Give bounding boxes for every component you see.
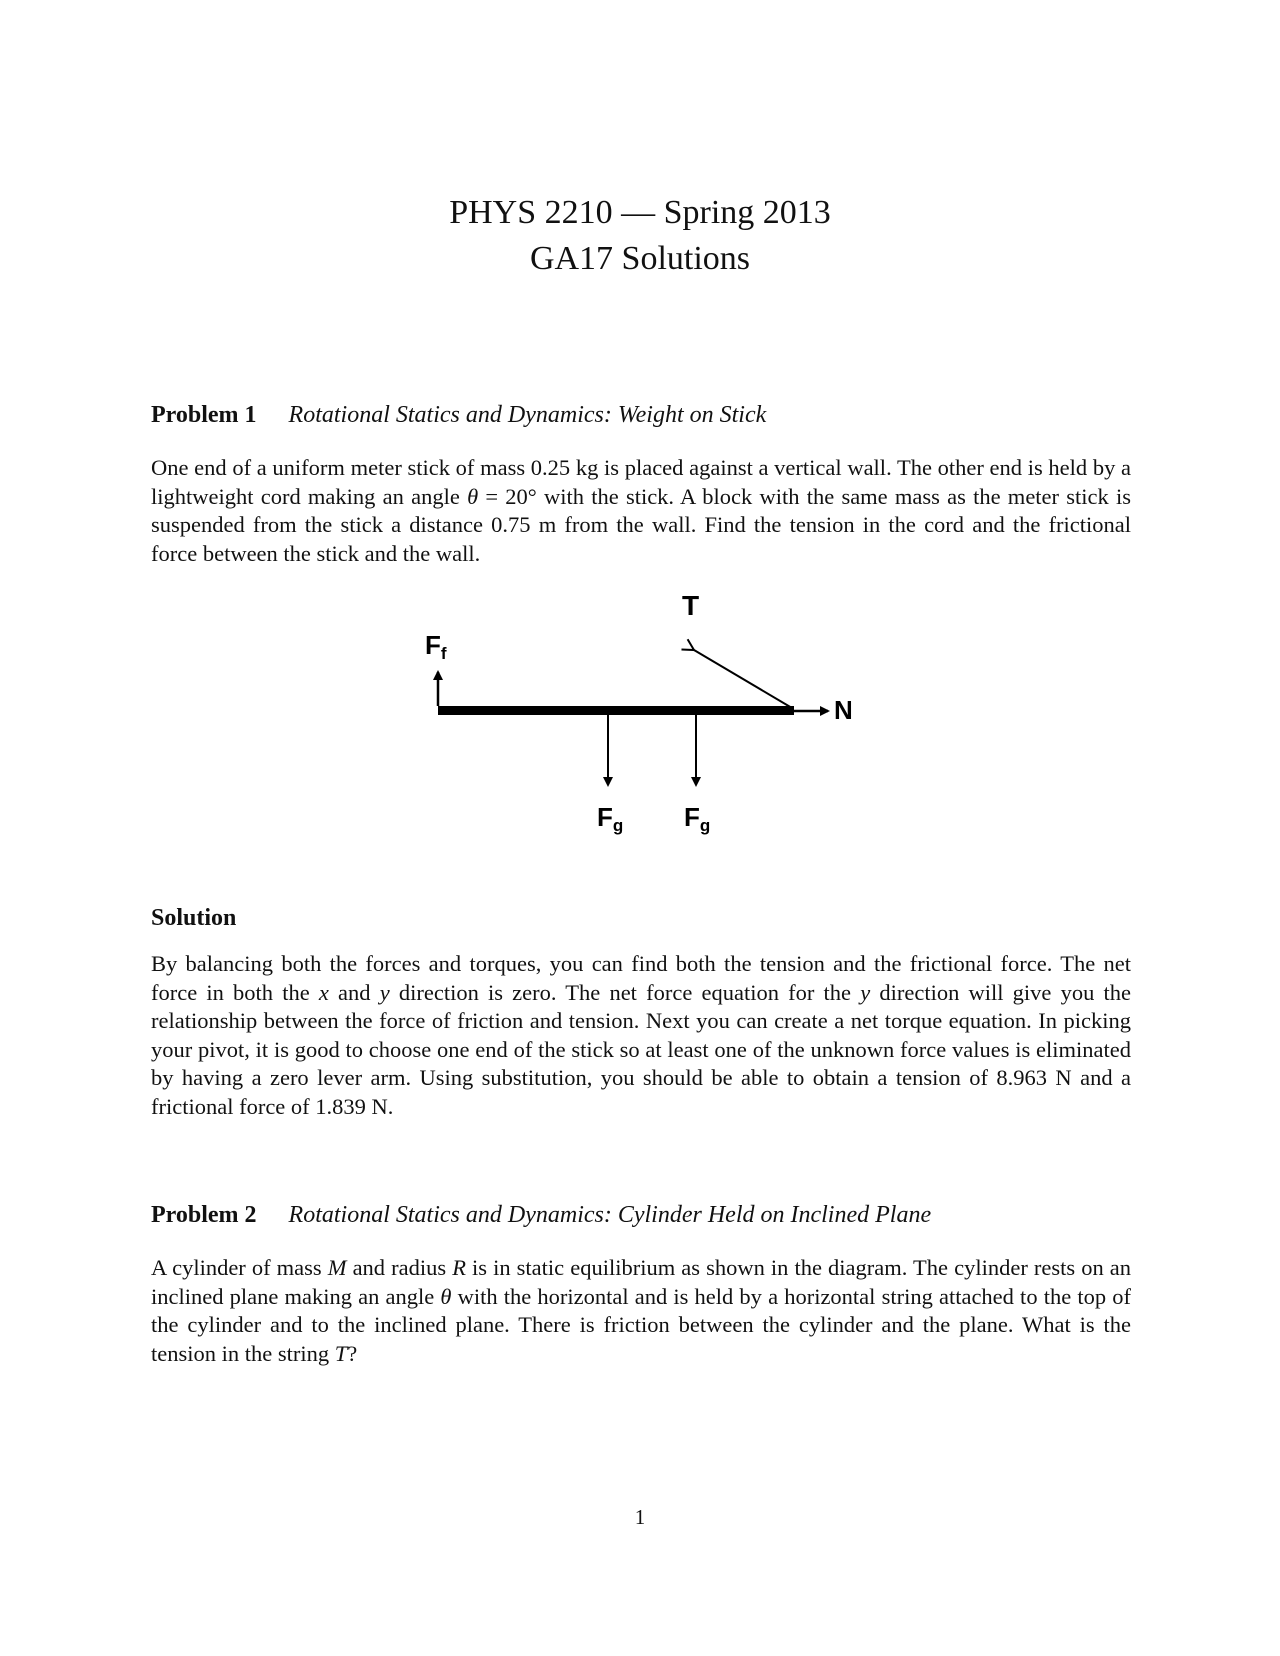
tension-arrow [694, 650, 792, 708]
problem-2-text-b: and radius [346, 1255, 453, 1280]
problem-1-label: Problem 1 [151, 402, 257, 428]
problem-2-text-c: is in static equilibrium as shown in the diagram. The cylinder rests on an inclined plane making an angle [151, 1255, 1131, 1309]
problem-2-heading [151, 1202, 1131, 1229]
problem-1-text-a: One end of a uniform meter stick of mass 0.25 kg is placed against a vertical wall. The other end is held by a lightweight cord making an angle [151, 455, 1131, 509]
y-symbol-2: y [860, 979, 871, 1005]
assignment-title: GA17 Solutions [529, 240, 751, 277]
problem-1-text-b: = 20° with the stick. A block with the same mass as the meter stick is suspended from the stick a distance 0.75 m from the wall. Find the tension in the cord and the frictional force between the stick and the wall. [151, 483, 1131, 566]
x-symbol: x [318, 979, 329, 1005]
problem-2-text [151, 1254, 1131, 1368]
solution-text-a: By balancing both the forces and torques, you can find both the tension and the frictional force. The net force in both the [151, 951, 1131, 1005]
problem-2-text-a: A cylinder of mass [151, 1255, 328, 1280]
solution-text-d: direction will give you the relationship between the force of friction and tension. Next you can create a net torque equation. In picking your pivot, it is good to choose one end of the stick so at least one of the unknown force values is eliminated by having a zero lever arm. Using substitution, you should be able to obtain a tension of 8.963 N and a frictional force of 1.839 N. [151, 979, 1131, 1119]
y-symbol: y [379, 979, 390, 1005]
radius-symbol: R [452, 1255, 466, 1280]
theta-symbol-2: θ [440, 1283, 452, 1309]
mass-symbol: M [327, 1255, 347, 1280]
gravity-label-stick: Fg [597, 802, 624, 835]
problem-2-text-d: with the horizontal and is held by a horizontal string attached to the top of the cylinder and to the inclined plane. There is friction between the cylinder and the plane. What is the tension in the string [151, 1283, 1131, 1366]
problem-2-text-e: ? [347, 1340, 358, 1366]
tension-label: T [682, 590, 700, 621]
problem-1-topic: Rotational Statics and Dynamics: Weight on Stick [288, 402, 767, 428]
problem-2-topic: Rotational Statics and Dynamics: Cylinder Held on Inclined Plane [288, 1202, 932, 1228]
meter-stick [438, 706, 794, 715]
gravity-label-block: Fg [684, 802, 711, 835]
page-number: 1 [634, 1505, 646, 1529]
solution-heading: Solution [151, 905, 237, 931]
friction-force-label: Ff [425, 630, 447, 663]
solution-text-c: direction is zero. The net force equation for the [389, 979, 861, 1005]
solution-text-b: and [328, 979, 380, 1005]
solution-text [151, 950, 1131, 1121]
normal-force-label: N [834, 694, 853, 725]
course-title: PHYS 2210 — Spring 2013 [449, 194, 831, 231]
theta-symbol: θ [467, 483, 479, 509]
problem-2-label: Problem 2 [151, 1202, 257, 1228]
tension-symbol: T [334, 1340, 348, 1366]
